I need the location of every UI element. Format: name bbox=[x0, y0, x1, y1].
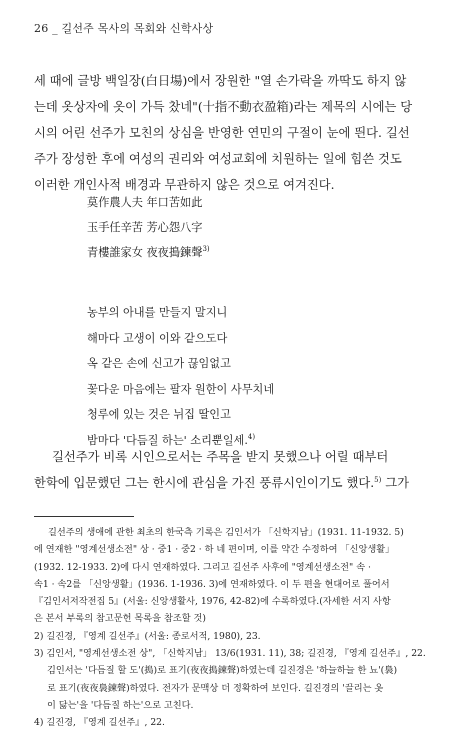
paragraph-line: 시의 어린 선주가 모친의 상심을 반영한 연민의 구절이 눈에 띈다. 길선 bbox=[34, 126, 410, 140]
poem-hanja-line-text: 青樓誰家女 夜夜搗鍊聲 bbox=[87, 246, 203, 259]
poem-korean-line: 옥 같은 손에 신고가 끊임없고 bbox=[87, 357, 231, 371]
footnote-3 bbox=[34, 645, 436, 714]
poem-hanja-line bbox=[87, 240, 210, 265]
footnote-4 bbox=[34, 714, 436, 731]
paragraph-line: 세 때에 글방 백일장(白日場)에서 장원한 "열 손가락을 까딱도 하지 않 bbox=[34, 74, 407, 88]
paragraph-line-text: 그가 bbox=[381, 476, 409, 490]
footnote-line: (1932. 12-1933. 2)에 다시 연재하였다. 그리고 길선주 사후에 "영계선생소전" 속 · bbox=[34, 561, 371, 573]
paragraph-line: 는데 옷상자에 옷이 가득 찼네"(十指不動衣盈箱)라는 제목의 시에는 당 bbox=[34, 100, 413, 114]
footnote-line: 4) 길진경, 『영계 길선주』, 22. bbox=[34, 717, 165, 729]
footnote-line: 이 닳는'을 '다듬질 하는'으로 고친다. bbox=[47, 699, 194, 711]
running-head-separator: _ bbox=[48, 22, 62, 35]
running-head bbox=[34, 20, 213, 36]
paragraph-line bbox=[34, 470, 436, 496]
poem-hanja-line: 莫作農人夫 年口苦如此 bbox=[87, 196, 203, 209]
poem-korean-line-text: 밤마다 '다듬질 하는' 소리뿐일세. bbox=[87, 433, 248, 447]
footnote-line: 길선주의 생애에 관한 최초의 한국측 기록은 김인서가 「신학지남」(1931. 11-1932. 5) bbox=[48, 527, 404, 538]
paragraph-main bbox=[34, 444, 436, 496]
poem-korean-line: 꽃다운 마음에는 팔자 원한이 사무치네 bbox=[87, 382, 275, 396]
footnote-ref-5: 5) bbox=[374, 476, 382, 484]
poem-hanja bbox=[87, 190, 210, 265]
paragraph-line-text: 한학에 입문했던 그는 한시에 관심을 가진 풍류시인이기도 했다. bbox=[34, 476, 375, 490]
page-number: 26 bbox=[34, 22, 49, 35]
footnote-line: 에 연재한 "영계선생소전" 상 · 중1 · 중2 · 하 네 편이며, 이를 약간 수정하여 「신앙생활」 bbox=[34, 544, 395, 556]
running-head-title: 길선주 목사의 목회와 신학사상 bbox=[61, 22, 214, 35]
paragraph-line: 주가 장성한 후에 여성의 권리와 여성교회에 치원하는 일에 힘쓴 것도 bbox=[34, 152, 402, 166]
footnote-line: 은 본서 부록의 참고문헌 목록을 참조할 것) bbox=[34, 613, 206, 625]
paragraph-line: 이러한 개인사적 배경과 무관하지 않은 것으로 여겨진다. bbox=[34, 178, 335, 192]
footnote-line: 김인서는 '다듬질 할 도'(搗)로 표기(夜夜搗鍊聲)하였는데 길진경은 '하늘하늘 한 뇨'(裊) bbox=[47, 665, 398, 677]
poem-korean-line: 해마다 고생이 이와 같으도다 bbox=[87, 331, 228, 345]
footnote-ref-3: 3) bbox=[202, 245, 210, 253]
footnote-divider bbox=[34, 516, 134, 517]
paragraph-continuation bbox=[34, 68, 436, 198]
paragraph-line: 길선주가 비록 시인으로서는 주목을 받지 못했으나 어릴 때부터 bbox=[52, 450, 389, 464]
footnote-2 bbox=[34, 628, 436, 645]
poem-hanja-line: 玉手任辛苦 芳心怨八字 bbox=[87, 221, 203, 234]
poem-korean-line: 청루에 있는 것은 뉘집 딸인고 bbox=[87, 408, 231, 422]
footnote-1 bbox=[34, 524, 436, 628]
poem-korean-line: 농부의 아내를 만들지 말지니 bbox=[87, 306, 228, 319]
footnote-line: 2) 길진경, 『영계 길선주』(서울: 종로서적, 1980), 23. bbox=[34, 630, 261, 642]
footnote-line: 로 표기(夜夜裊鍊聲)하였다. 전자가 문맥상 더 정확하여 보인다. 길진경의 '끌리는 옷 bbox=[47, 682, 384, 694]
footnote-line: 『김인서저작전집 5』(서울: 신앙생활사, 1976, 42-82)에 수록하였다.(자세한 서지 사항 bbox=[34, 596, 391, 608]
footnotes bbox=[34, 524, 436, 732]
poem-korean bbox=[87, 300, 274, 454]
footnote-ref-4: 4) bbox=[247, 432, 256, 441]
footnote-line: 속1 · 속2를 「신앙생활」(1936. 1-1936. 3)에 연재하였다. 이 두 편을 현대어로 풀어서 bbox=[34, 578, 390, 590]
footnote-line: 3) 김인서, "영계선생소전 상", 「신학지남」 13/6(1931. 11), 38; 길진경, 『영계 길선주』, 22. bbox=[34, 648, 426, 660]
